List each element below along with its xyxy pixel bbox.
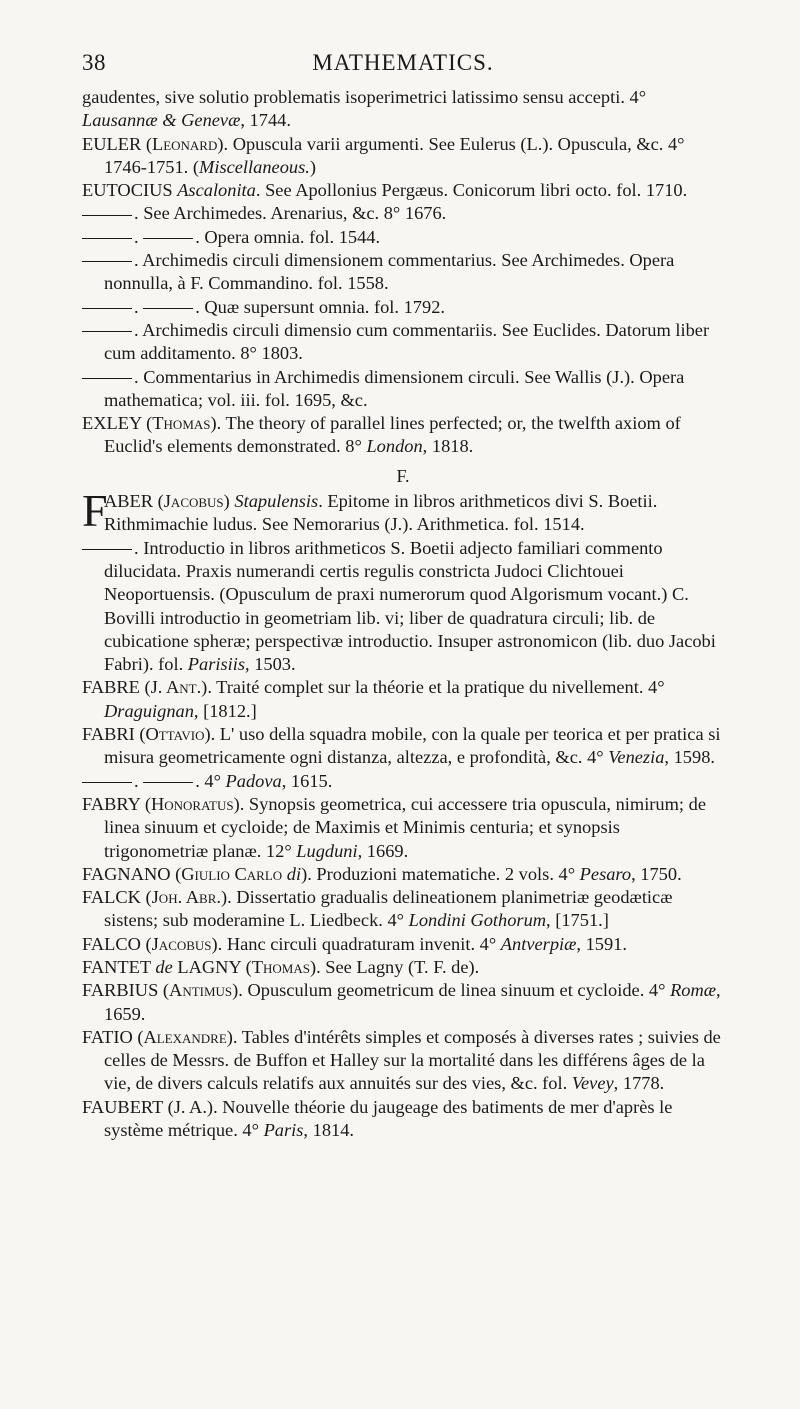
catalogue-entry (82, 1026, 724, 1096)
catalogue-entry (82, 770, 724, 793)
entry-text: . Opera omnia. fol. 1544. (195, 226, 381, 247)
catalogue-entry (82, 485, 724, 537)
page-number: 38 (82, 50, 106, 75)
catalogue-entry (82, 956, 724, 979)
italic-text: Ascalonita (177, 180, 256, 201)
italic-text: Vevey (571, 1073, 614, 1094)
entry-text: , [1751.] (546, 910, 609, 931)
entry-text: . See Apollonius Pergæus. Conicorum libri octo. fol. 1710. (255, 180, 688, 201)
entry-text: , 1598. (664, 747, 715, 768)
entry-heading: ) (301, 863, 308, 884)
entry-text: . Tables d'intérêts simples et composés à diverses rates ; suivies de celles de Messrs. de Buffon et Halley sur la mortalité dans les différens âges de la vie, de divers calculs relatifs aux annuités sur des vies, &c. fol. (104, 1026, 721, 1094)
ditto-dash (82, 782, 132, 783)
entry-heading: FAUBERT (J. A.) (82, 1096, 214, 1117)
ditto-dash (82, 549, 132, 550)
italic-text: di (286, 863, 302, 884)
entry-text: FANTET (82, 956, 156, 977)
entry-text: , 1750. (631, 863, 682, 884)
italic-text: Pesaro (579, 863, 632, 884)
catalogue-entry (82, 793, 724, 863)
entry-text: , 1615. (281, 770, 333, 791)
entry-heading: (Thomas) (245, 956, 317, 977)
entry-text: . L' uso della squadra mobile, con la quale per teorica et per pratica si misura geometricamente ogni distanza, altezza, e profondità, &c. 4° (104, 724, 721, 768)
entry-heading: FABRY (Honoratus) (82, 793, 240, 814)
entry-text: , 1669. (357, 840, 409, 861)
italic-text: Lugduni (296, 840, 358, 861)
page-title: MATHEMATICS. (312, 50, 494, 75)
entry-text: . Quæ supersunt omnia. fol. 1792. (195, 296, 445, 317)
ditto-dash (82, 261, 132, 262)
italic-text: Parisiis (187, 654, 245, 675)
drop-cap: F (82, 485, 108, 537)
ditto-dash (82, 308, 132, 309)
entry-heading: EULER (Leonard) (82, 133, 224, 154)
entry-text: , 1778. (613, 1073, 665, 1094)
ditto-dash (143, 238, 193, 239)
italic-text: de (155, 956, 173, 977)
entry-text: , 1818. (422, 436, 474, 457)
entry-text: . Epitome in libros arithmeticos divi S. Boetii. Rithmimachie ludus. See Nemorarius (J.). Arithmetica. fol. 1514. (104, 491, 658, 535)
entry-text: . Hanc circuli quadraturam invenit. 4° (217, 933, 501, 954)
entry-text: . 4° (195, 770, 226, 791)
entry-text: . Dissertatio gradualis delineationem planimetriæ geodæticæ sistens; sub moderamine L. Liedbeck. 4° (104, 887, 673, 931)
ditto-dash (143, 308, 193, 309)
entry-text: . Produzioni matematiche. 2 vols. 4° (307, 863, 580, 884)
entry-text: . See Archimedes. Arenarius, &c. 8° 1676. (134, 203, 447, 224)
catalogue-entry (82, 86, 724, 133)
ditto-dash (82, 331, 132, 332)
catalogue-entry (82, 933, 724, 956)
entry-text: . Nouvelle théorie du jaugeage des batiments de mer d'après le système métrique. 4° (104, 1096, 673, 1141)
dash-separator: . (134, 226, 144, 247)
italic-text: Lausannæ & Genevæ (82, 110, 241, 131)
ditto-dash (82, 215, 132, 216)
italic-text: Paris (263, 1120, 304, 1141)
italic-text: Venezia (608, 747, 665, 768)
catalogue-entry (82, 863, 724, 886)
entry-text: , 1503. (245, 654, 296, 675)
italic-text: Miscellaneous. (199, 156, 310, 177)
entry-text: . Traité complet sur la théorie et la pratique du nivellement. 4° (207, 677, 665, 698)
section-letter: F. (396, 465, 410, 486)
entry-text: . Opusculum geometricum de linea sinuum et cycloide. 4° (238, 980, 671, 1001)
catalogue-entries (82, 86, 724, 1142)
entry-text: . Archimedis circuli dimensio cum commentariis. See Euclides. Datorum liber cum additamento. 8° 1803. (104, 319, 710, 364)
dash-separator: . (134, 770, 144, 791)
catalogue-entry (82, 537, 724, 677)
catalogue-entry (82, 676, 724, 723)
catalogue-entry (82, 296, 724, 319)
ditto-dash (143, 782, 193, 783)
entry-heading: FARBIUS (Antimus) (82, 980, 239, 1001)
catalogue-entry (82, 226, 724, 249)
catalogue-entry (82, 133, 724, 180)
entry-text: EUTOCIUS (82, 180, 178, 201)
entry-text: , 1744. (240, 110, 291, 131)
italic-text: Londini Gothorum (408, 910, 547, 931)
entry-text: gaudentes, sive solutio problematis isoperimetrici latissimo sensu accepti. 4° (82, 87, 647, 107)
entry-text: . Opuscula varii argumenti. See Eulerus (L.). Opuscula, &c. 4° 1746-1751. ( (104, 133, 685, 177)
entry-text: , [1812.] (193, 700, 257, 721)
catalogue-entry (82, 249, 724, 296)
catalogue-entry (82, 179, 724, 202)
entry-heading: FABRE (J. Ant.) (82, 677, 208, 698)
entry-heading: FABRI (Ottavio) (82, 724, 211, 745)
entry-heading: FALCO (Jacobus) (82, 933, 218, 954)
italic-text: Romæ (670, 980, 717, 1001)
entry-text: . Archimedis circuli dimensionem commentarius. See Archimedes. Opera nonnulla, à F. Commandino. fol. 1558. (104, 250, 675, 294)
entry-text: , 1814. (303, 1120, 354, 1141)
entry-heading: FATIO (Alexandre) (82, 1026, 233, 1047)
entry-heading: FALCK (Joh. Abr.) (82, 887, 228, 908)
entry-text: . Synopsis geometrica, cui accessere tria opuscula, nimirum; de linea sinuum et cycloide; de Maximis et Minimis centuria; et synopsis trigonometriæ planæ. 12° (104, 793, 707, 861)
italic-text: Padova (225, 770, 282, 791)
entry-text: . Commentarius in Archimedis dimensionem circuli. See Wallis (J.). Opera mathematica; vol. iii. fol. 1695, &c. (104, 366, 685, 410)
ditto-dash (82, 378, 132, 379)
italic-text: Antverpiæ (500, 933, 577, 954)
entry-heading: EXLEY (Thomas) (82, 413, 217, 434)
italic-text: Draguignan (104, 700, 194, 721)
catalogue-entry (82, 412, 724, 459)
page-header (82, 50, 724, 84)
catalogue-entry (82, 723, 724, 770)
entry-text: , 1591. (576, 933, 627, 954)
catalogue-entry (82, 979, 724, 1026)
ditto-dash (82, 238, 132, 239)
catalogue-entry (82, 366, 724, 413)
catalogue-entry (82, 1096, 724, 1143)
entry-text: . The theory of parallel lines perfected; or, the twelfth axiom of Euclid's elements demonstrated. 8° (104, 413, 681, 457)
entry-heading: ABER (Jacobus) (104, 491, 235, 512)
entry-text: ) (309, 156, 316, 177)
catalogue-entry (82, 886, 724, 933)
entry-text: LAGNY (172, 956, 246, 977)
entry-text: . Introductio in libros arithmeticos S. Boetii adjecto familiari commento dilucidata. Praxis numerandi certis regulis constricta Judoci Clichtouei Neoportuensis. (Opusculum de praxi numerorum quod Algorismum vocant.) C. Bovilli introductio in geometriam lib. vi; liber de quadratura circuli; lib. de cubicatione spheræ; perspectivæ introductio. Insuper astronomicon (lib. duo Jacobi Fabri). fol. (104, 537, 716, 675)
catalogue-entry (82, 319, 724, 366)
dash-separator: . (134, 296, 144, 317)
italic-text: Stapulensis (234, 491, 319, 512)
entry-text: , 1659. (104, 980, 721, 1024)
catalogue-entry (82, 202, 724, 225)
entry-text: . See Lagny (T. F. de). (316, 956, 480, 977)
italic-text: London (366, 436, 423, 457)
entry-heading: FAGNANO (Giulio Carlo (82, 863, 287, 884)
